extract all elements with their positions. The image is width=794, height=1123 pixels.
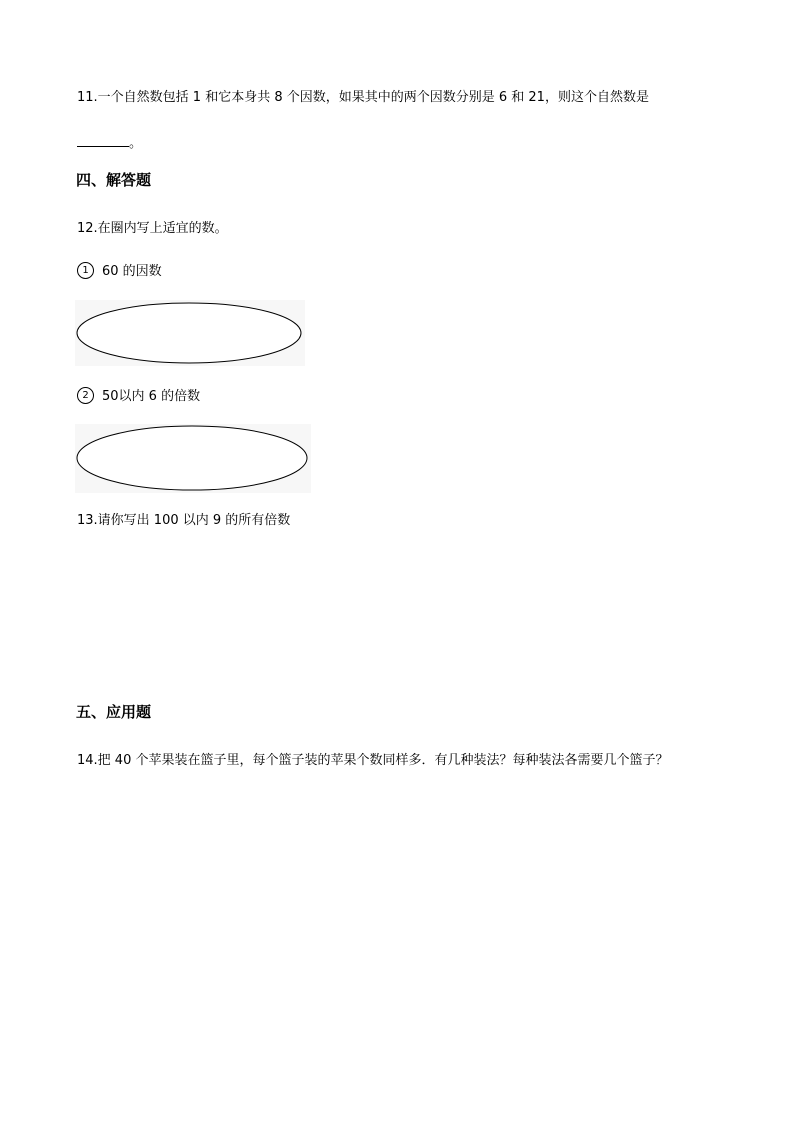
question-13-text: 13.请你写出 100 以内 9 的所有倍数 — [77, 513, 291, 528]
question-11-text: 11.一个自然数包括 1 和它本身共 8 个因数，如果其中的两个因数分别是 6 和 21，则这个自然数是 — [77, 90, 649, 105]
section-4-heading: 四、解答题 — [76, 171, 152, 189]
ellipse-shape — [75, 300, 305, 366]
part-1-label: 60 的因数 — [102, 264, 162, 279]
circled-number-2: 2 — [77, 387, 94, 404]
blank-suffix: 。 — [129, 136, 143, 151]
question-12-part-2 — [77, 388, 200, 405]
question-11-answer-blank — [77, 136, 142, 152]
answer-ellipse-1[interactable] — [75, 300, 305, 366]
question-14-text: 14.把 40 个苹果装在篮子里，每个篮子装的苹果个数同样多．有几种装法？每种装法各需要几个篮子？ — [77, 753, 669, 768]
circled-number-1: 1 — [77, 262, 94, 279]
answer-ellipse-2[interactable] — [75, 424, 311, 493]
question-12-text: 12.在圈内写上适宜的数。 — [77, 221, 228, 236]
section-5-heading: 五、应用题 — [76, 703, 152, 721]
ellipse-shape — [75, 424, 311, 493]
answer-underline[interactable] — [77, 136, 129, 147]
part-2-label: 50以内 6 的倍数 — [102, 389, 201, 404]
question-12-part-1 — [77, 263, 162, 280]
